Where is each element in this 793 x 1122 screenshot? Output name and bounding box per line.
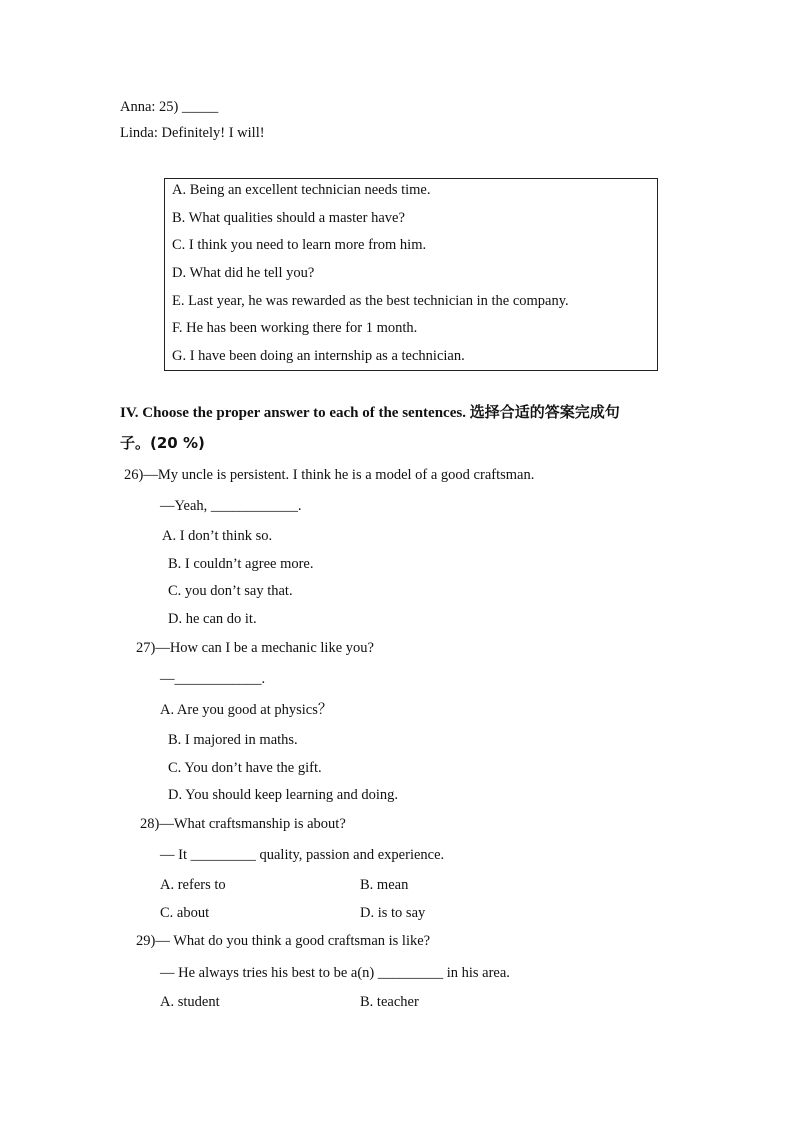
question-28-option-b: B. mean bbox=[360, 877, 409, 893]
box-option-a: A. Being an excellent technician needs time. bbox=[172, 182, 431, 198]
box-option-g: G. I have been doing an internship as a technician. bbox=[172, 348, 465, 364]
question-27-prompt: 27)—How can I be a mechanic like you? bbox=[136, 640, 374, 656]
question-26-option-c: C. you don’t say that. bbox=[168, 583, 293, 599]
question-26-response: —Yeah, ____________. bbox=[160, 498, 302, 514]
question-27-option-a: A. Are you good at physics？ bbox=[160, 702, 333, 718]
question-28-option-c: C. about bbox=[160, 905, 210, 921]
question-28-response: — It _________ quality, passion and experience. bbox=[160, 847, 445, 863]
question-29-prompt: 29)— What do you think a good craftsman is like? bbox=[136, 933, 431, 949]
question-26-prompt: 26)—My uncle is persistent. I think he is a model of a good craftsman. bbox=[124, 467, 535, 483]
question-27-option-c: C. You don’t have the gift. bbox=[168, 760, 322, 776]
question-29-option-a: A. student bbox=[160, 994, 220, 1010]
question-26-option-d: D. he can do it. bbox=[168, 611, 257, 627]
question-27-option-d: D. You should keep learning and doing. bbox=[168, 787, 398, 803]
section-heading-cont-text: 子。(20 %) bbox=[120, 434, 205, 452]
question-29-response: — He always tries his best to be a(n) _________ in his area. bbox=[160, 965, 510, 981]
box-option-c: C. I think you need to learn more from him. bbox=[172, 237, 427, 253]
question-29-option-b: B. teacher bbox=[360, 994, 419, 1010]
question-26-option-a: A. I don’t think so. bbox=[162, 528, 273, 544]
box-option-d: D. What did he tell you? bbox=[172, 265, 315, 281]
dialogue-line-linda: Linda: Definitely! I will! bbox=[120, 125, 265, 141]
section-heading-zh: 选择合适的答案完成句 bbox=[469, 403, 620, 421]
dialogue-line-anna: Anna: 25) _____ bbox=[120, 99, 219, 115]
question-26-option-b: B. I couldn’t agree more. bbox=[168, 556, 314, 572]
question-27-response: —____________. bbox=[160, 671, 266, 687]
question-28-option-d: D. is to say bbox=[360, 905, 426, 921]
question-28-option-a: A. refers to bbox=[160, 877, 226, 893]
section-heading-cont bbox=[120, 434, 205, 453]
question-28-prompt: 28)—What craftsmanship is about? bbox=[140, 816, 346, 832]
box-option-b: B. What qualities should a master have? bbox=[172, 210, 405, 226]
box-option-e: E. Last year, he was rewarded as the best technician in the company. bbox=[172, 293, 569, 309]
box-option-f: F. He has been working there for 1 month. bbox=[172, 320, 418, 336]
section-heading-en: IV. Choose the proper answer to each of the sentences. bbox=[120, 405, 466, 421]
section-heading bbox=[120, 403, 620, 422]
question-27-option-b: B. I majored in maths. bbox=[168, 732, 298, 748]
